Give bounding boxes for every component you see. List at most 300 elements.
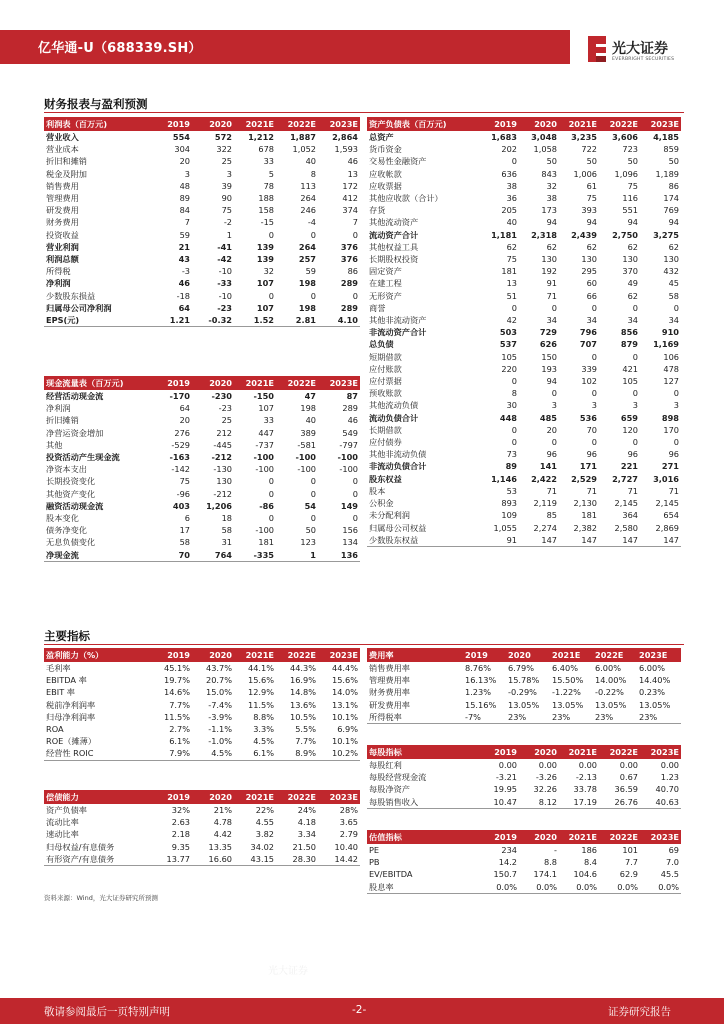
table-title: 费用率 bbox=[367, 648, 463, 662]
row-label: 长期投资变化 bbox=[46, 476, 96, 487]
table-row bbox=[44, 500, 360, 512]
cell-value: 0 bbox=[551, 388, 557, 399]
row-label: EPS(元) bbox=[44, 314, 150, 327]
cell-value: 1.52 bbox=[234, 314, 276, 327]
table-title: 偿债能力 bbox=[44, 790, 150, 804]
table-row bbox=[367, 412, 681, 424]
row-label: 归母权益/有息债务 bbox=[46, 841, 115, 852]
row-label: 应收票据 bbox=[369, 180, 402, 191]
cell-value: 50 bbox=[546, 156, 557, 167]
row-label: 每股红利 bbox=[369, 760, 402, 770]
cell-value: 46 bbox=[178, 278, 190, 289]
cell-value: 8 bbox=[310, 168, 316, 179]
cell-value: -100 bbox=[337, 452, 358, 463]
cell-value: 1,593 bbox=[334, 144, 358, 155]
cell-value: 13.05% bbox=[508, 699, 540, 710]
cell-value: 0 bbox=[511, 156, 517, 167]
table-row bbox=[44, 265, 360, 277]
cell-value: 25 bbox=[221, 156, 232, 167]
table-row bbox=[367, 844, 681, 856]
cell-value: -7% bbox=[463, 711, 506, 724]
row-label: 其他非流动资产 bbox=[369, 315, 427, 326]
cell-value: 3 bbox=[551, 400, 557, 411]
cell-value: 0 bbox=[591, 351, 597, 362]
cell-value: 8.8 bbox=[543, 857, 557, 868]
cell-value: 46 bbox=[347, 415, 358, 426]
table-row bbox=[367, 387, 681, 399]
cell-value: 15.6% bbox=[247, 675, 274, 686]
cell-value: 364 bbox=[622, 510, 638, 521]
row-label: 应付票据 bbox=[369, 376, 402, 387]
cell-value: -737 bbox=[255, 439, 274, 450]
cell-value: 2,145 bbox=[614, 498, 638, 509]
cell-value: -3.26 bbox=[535, 772, 557, 783]
cell-value: -15 bbox=[260, 217, 274, 228]
cell-value: 47 bbox=[304, 391, 316, 401]
cell-value: -163 bbox=[169, 452, 190, 463]
table-row bbox=[367, 375, 681, 387]
cell-value: 149 bbox=[340, 500, 358, 511]
cell-value: 0.00 bbox=[578, 760, 597, 770]
cell-value: 69 bbox=[668, 845, 679, 855]
cell-value: 22% bbox=[255, 805, 274, 815]
table-row bbox=[367, 229, 681, 241]
row-label: 净营运资金增加 bbox=[46, 427, 104, 438]
cell-value: 1,146 bbox=[491, 473, 517, 484]
cell-value: 43.15 bbox=[234, 853, 276, 866]
column-header-year: 2019 bbox=[150, 376, 192, 390]
cell-value: 6.40% bbox=[552, 663, 579, 673]
table-row bbox=[44, 488, 360, 500]
cell-value: 64 bbox=[179, 403, 190, 414]
cell-value: 0 bbox=[310, 229, 316, 240]
cell-value: 220 bbox=[501, 363, 517, 374]
cell-value: 448 bbox=[499, 412, 517, 423]
column-header-year: 2020 bbox=[519, 830, 559, 844]
cell-value: 6 bbox=[184, 513, 190, 524]
table-row bbox=[367, 460, 681, 472]
cell-value: 5.5% bbox=[295, 724, 316, 735]
cell-value: 192 bbox=[541, 266, 557, 277]
cell-value: 66 bbox=[586, 290, 597, 301]
cell-value: 172 bbox=[342, 180, 358, 191]
cell-value: 13.05% bbox=[595, 699, 627, 710]
cell-value: 134 bbox=[342, 537, 358, 548]
column-header-year: 2019 bbox=[479, 830, 519, 844]
row-label: 公积金 bbox=[369, 498, 394, 509]
cell-value: 3,275 bbox=[653, 229, 679, 240]
row-label: 研发费用率 bbox=[369, 699, 410, 710]
cell-value: 0.00 bbox=[538, 760, 557, 770]
column-header-year: 2021E bbox=[234, 648, 276, 662]
row-label: 交易性金融资产 bbox=[369, 156, 427, 167]
row-label: 所得税 bbox=[46, 266, 71, 277]
cell-value: 32 bbox=[546, 180, 557, 191]
row-label: 非流动资产合计 bbox=[369, 327, 427, 338]
cell-value: 130 bbox=[663, 254, 679, 265]
cell-value: 40 bbox=[305, 156, 316, 167]
cell-value: -96 bbox=[176, 488, 190, 499]
cell-value: 10.2% bbox=[318, 747, 360, 760]
table-row bbox=[44, 302, 360, 314]
cell-value: 50 bbox=[668, 156, 679, 167]
row-label: 股本变化 bbox=[46, 513, 79, 524]
column-header-year: 2021E bbox=[234, 790, 276, 804]
row-label: 流动比率 bbox=[46, 817, 79, 828]
cell-value: 62.9 bbox=[619, 869, 638, 880]
cell-value: 3 bbox=[184, 168, 190, 179]
cell-value: 96 bbox=[627, 449, 638, 460]
cell-value: 14.00% bbox=[595, 675, 627, 686]
section-title-financials: 财务报表与盈利预测 bbox=[44, 97, 148, 111]
row-label: 长期股权投资 bbox=[369, 254, 419, 265]
cell-value: 2.81 bbox=[276, 314, 318, 327]
column-header-year: 2019 bbox=[479, 117, 519, 131]
cell-value: -170 bbox=[169, 391, 190, 401]
column-header-year: 2020 bbox=[506, 648, 550, 662]
cell-value: 34.02 bbox=[250, 841, 274, 852]
cell-value: 170 bbox=[663, 424, 679, 435]
cell-value: 62 bbox=[627, 290, 638, 301]
cell-value: 20 bbox=[179, 156, 190, 167]
cell-value: 10.47 bbox=[479, 796, 519, 809]
table-row bbox=[367, 302, 681, 314]
cell-value: 8.8% bbox=[253, 711, 274, 722]
cell-value: -529 bbox=[171, 439, 190, 450]
cell-value: 17.19 bbox=[559, 796, 599, 809]
cell-value: 0.23% bbox=[639, 687, 666, 698]
table-row bbox=[367, 485, 681, 497]
solvency-table bbox=[44, 790, 360, 866]
table-row bbox=[367, 783, 681, 795]
cell-value: 15.6% bbox=[331, 675, 358, 686]
cell-value: 7 bbox=[184, 217, 190, 228]
cell-value: 0 bbox=[551, 302, 557, 313]
cell-value: 7.7 bbox=[624, 857, 638, 868]
table-header-row bbox=[44, 117, 360, 131]
cell-value: 6.00% bbox=[595, 663, 622, 673]
cell-value: 264 bbox=[300, 193, 316, 204]
row-label: 其他 bbox=[46, 439, 63, 450]
cell-value: 75 bbox=[506, 254, 517, 265]
logo-text-cn: 光大证券 bbox=[612, 41, 668, 57]
table-row bbox=[367, 351, 681, 363]
table-row bbox=[367, 338, 681, 350]
cell-value: 19.95 bbox=[493, 784, 517, 795]
footer-report-type: 证券研究报告 bbox=[608, 1006, 671, 1018]
row-label: 商誉 bbox=[369, 302, 386, 313]
cell-value: 86 bbox=[347, 266, 358, 277]
cell-value: 139 bbox=[256, 254, 274, 265]
row-label: 净利润 bbox=[46, 278, 71, 289]
cell-value: 94 bbox=[668, 217, 679, 228]
cell-value: 0 bbox=[511, 376, 517, 387]
cell-value: 8.4 bbox=[583, 857, 597, 868]
cell-value: 130 bbox=[622, 254, 638, 265]
table-row bbox=[367, 674, 681, 686]
cell-value: -100 bbox=[339, 464, 358, 475]
table-row bbox=[44, 699, 360, 711]
column-header-year: 2020 bbox=[192, 117, 234, 131]
table-header-row bbox=[367, 117, 681, 131]
table-title: 盈利能力（%） bbox=[44, 648, 150, 662]
cell-value: 39 bbox=[221, 180, 232, 191]
row-label: 无息负债变化 bbox=[46, 537, 96, 548]
cell-value: 127 bbox=[663, 376, 679, 387]
cell-value: 447 bbox=[258, 427, 274, 438]
row-label: 所得税率 bbox=[367, 711, 463, 724]
column-header-year: 2023E bbox=[318, 376, 360, 390]
row-label: 未分配利润 bbox=[369, 510, 410, 521]
header-title: 亿华通-U（688339.SH） bbox=[38, 41, 202, 56]
row-label: 应付账款 bbox=[369, 363, 402, 374]
row-label: 速动比率 bbox=[46, 829, 79, 840]
cell-value: 1,181 bbox=[491, 229, 517, 240]
cell-value: 150 bbox=[541, 351, 557, 362]
cell-value: 0 bbox=[310, 476, 316, 487]
cell-value: 85 bbox=[546, 510, 557, 521]
cell-value: 96 bbox=[586, 449, 597, 460]
section-divider bbox=[44, 644, 684, 645]
per-share-table bbox=[367, 745, 681, 809]
row-label: 净资本支出 bbox=[46, 464, 87, 475]
cell-value: 0 bbox=[310, 290, 316, 301]
cell-value: 40.63 bbox=[640, 796, 681, 809]
cell-value: 31 bbox=[221, 537, 232, 548]
cell-value: 21% bbox=[213, 805, 232, 815]
cell-value: 376 bbox=[340, 241, 358, 252]
cell-value: 2,130 bbox=[573, 498, 597, 509]
row-label: 归属母公司权益 bbox=[369, 522, 427, 533]
cell-value: -23 bbox=[217, 302, 232, 313]
cell-value: 193 bbox=[541, 363, 557, 374]
cell-value: 49 bbox=[627, 278, 638, 289]
cell-value: 6.1% bbox=[169, 736, 190, 747]
cell-value: 1 bbox=[276, 549, 318, 562]
row-label: 货币资金 bbox=[369, 144, 402, 155]
cell-value: 33.78 bbox=[573, 784, 597, 795]
table-row bbox=[44, 549, 360, 562]
table-row bbox=[367, 522, 681, 534]
footer-page-number: -2- bbox=[352, 1004, 367, 1016]
row-label: 经营活动现金流 bbox=[46, 391, 104, 401]
cell-value: 34 bbox=[546, 315, 557, 326]
cell-value: 123 bbox=[300, 537, 316, 548]
cell-value: 71 bbox=[668, 485, 679, 496]
cell-value: 0 bbox=[268, 290, 274, 301]
table-row bbox=[44, 168, 360, 180]
cell-value: -230 bbox=[211, 391, 232, 401]
column-header-year: 2023E bbox=[640, 745, 681, 759]
cell-value: 636 bbox=[501, 168, 517, 179]
cell-value: 84 bbox=[179, 205, 190, 216]
cell-value: 130 bbox=[581, 254, 597, 265]
cell-value: 2.7% bbox=[169, 724, 190, 735]
cell-value: 198 bbox=[298, 302, 316, 313]
table-row bbox=[367, 241, 681, 253]
cell-value: 3.3% bbox=[253, 724, 274, 735]
column-header-year: 2021E bbox=[234, 376, 276, 390]
cell-value: 551 bbox=[622, 205, 638, 216]
cell-value: 96 bbox=[668, 449, 679, 460]
cell-value: 0 bbox=[310, 488, 316, 499]
row-label: 应付债券 bbox=[369, 437, 402, 448]
cell-value: 158 bbox=[258, 205, 274, 216]
cell-value: 2,382 bbox=[573, 522, 597, 533]
table-row bbox=[367, 881, 681, 894]
section-title-indicators: 主要指标 bbox=[44, 629, 90, 643]
table-title: 资产负债表（百万元) bbox=[367, 117, 479, 131]
row-label: 其他流动资产 bbox=[369, 217, 419, 228]
cell-value: 54 bbox=[304, 500, 316, 511]
cell-value: 15.78% bbox=[508, 675, 540, 686]
cell-value: 276 bbox=[174, 427, 190, 438]
cell-value: 107 bbox=[256, 278, 274, 289]
table-row bbox=[367, 363, 681, 375]
table-row bbox=[44, 290, 360, 302]
cell-value: 60 bbox=[586, 278, 597, 289]
row-label: 管理费用 bbox=[46, 193, 79, 204]
table-row bbox=[44, 536, 360, 548]
table-row bbox=[44, 463, 360, 475]
table-row bbox=[367, 473, 681, 485]
cell-value: 1,096 bbox=[614, 168, 638, 179]
cell-value: -130 bbox=[213, 464, 232, 475]
column-header-year: 2021E bbox=[559, 745, 599, 759]
cell-value: 10.1% bbox=[331, 736, 358, 747]
cell-value: 12.9% bbox=[247, 687, 274, 698]
cell-value: 34 bbox=[668, 315, 679, 326]
table-row bbox=[44, 155, 360, 167]
column-header-year: 2022E bbox=[599, 117, 640, 131]
cell-value: 188 bbox=[258, 193, 274, 204]
cell-value: 16.9% bbox=[289, 675, 316, 686]
cell-value: 1.23% bbox=[465, 687, 492, 698]
header-bar bbox=[0, 30, 570, 64]
cell-value: 271 bbox=[661, 461, 679, 472]
table-row bbox=[44, 229, 360, 241]
cell-value: 1 bbox=[226, 229, 232, 240]
row-label: 在建工程 bbox=[369, 278, 402, 289]
cell-value: 339 bbox=[581, 363, 597, 374]
cell-value: 94 bbox=[627, 217, 638, 228]
cell-value: -7.4% bbox=[208, 699, 232, 710]
cell-value: 62 bbox=[668, 241, 679, 252]
cell-value: 536 bbox=[579, 412, 597, 423]
cell-value: 2.18 bbox=[171, 829, 190, 840]
row-label: 每股销售收入 bbox=[367, 796, 479, 809]
table-row bbox=[367, 534, 681, 547]
row-label: 经营性 ROIC bbox=[44, 747, 150, 760]
table-row bbox=[44, 427, 360, 439]
cell-value: 554 bbox=[172, 132, 190, 142]
table-row bbox=[44, 674, 360, 686]
column-header-year: 2020 bbox=[519, 117, 559, 131]
cell-value: 62 bbox=[586, 241, 597, 252]
column-header-year: 2019 bbox=[150, 648, 192, 662]
cell-value: 28.30 bbox=[276, 853, 318, 866]
cell-value: 50 bbox=[586, 156, 597, 167]
cell-value: 94 bbox=[586, 217, 597, 228]
cell-value: 202 bbox=[501, 144, 517, 155]
cell-value: -41 bbox=[217, 241, 232, 252]
table-row bbox=[44, 735, 360, 747]
table-row bbox=[44, 828, 360, 840]
cell-value: 1,169 bbox=[653, 339, 679, 350]
table-row bbox=[367, 216, 681, 228]
table-row bbox=[367, 180, 681, 192]
cell-value: 3.65 bbox=[339, 817, 358, 828]
cell-value: 205 bbox=[501, 205, 517, 216]
table-row bbox=[44, 253, 360, 265]
cell-value: 16.13% bbox=[465, 675, 497, 686]
cell-value: 71 bbox=[627, 485, 638, 496]
column-header-year: 2023E bbox=[640, 830, 681, 844]
cell-value: 86 bbox=[668, 180, 679, 191]
cell-value: 376 bbox=[340, 254, 358, 265]
cell-value: 23% bbox=[550, 711, 593, 724]
cell-value: 1,683 bbox=[491, 132, 517, 142]
table-row bbox=[44, 414, 360, 426]
cell-value: 45 bbox=[668, 278, 679, 289]
cell-value: 130 bbox=[541, 254, 557, 265]
table-row bbox=[44, 216, 360, 228]
cell-value: 234 bbox=[501, 845, 517, 855]
cell-value: 33 bbox=[263, 415, 274, 426]
cell-value: 389 bbox=[300, 427, 316, 438]
cell-value: 0.0% bbox=[640, 881, 681, 894]
table-title: 利润表（百万元) bbox=[44, 117, 150, 131]
cell-value: 32.26 bbox=[533, 784, 557, 795]
cell-value: 0 bbox=[632, 437, 638, 448]
cell-value: 18 bbox=[221, 513, 232, 524]
cell-value: 34 bbox=[627, 315, 638, 326]
cell-value: 796 bbox=[579, 327, 597, 338]
row-label: 少数股东权益 bbox=[367, 534, 479, 547]
cell-value: 4.5% bbox=[192, 747, 234, 760]
cell-value: 412 bbox=[342, 193, 358, 204]
cell-value: 96 bbox=[546, 449, 557, 460]
table-row bbox=[367, 326, 681, 338]
cell-value: -4 bbox=[307, 217, 316, 228]
cell-value: 3,606 bbox=[612, 132, 638, 142]
cell-value: -100 bbox=[255, 525, 274, 536]
cell-value: 147 bbox=[519, 534, 559, 547]
table-title: 每股指标 bbox=[367, 745, 479, 759]
row-label: 营业成本 bbox=[46, 144, 79, 155]
table-row bbox=[367, 143, 681, 155]
cell-value: 0.0% bbox=[519, 881, 559, 894]
cell-value: 14.2 bbox=[498, 857, 517, 868]
column-header-year: 2021E bbox=[550, 648, 593, 662]
row-label: 债务净变化 bbox=[46, 525, 87, 536]
cell-value: 91 bbox=[546, 278, 557, 289]
column-header-year: 2019 bbox=[150, 117, 192, 131]
cell-value: 14.6% bbox=[163, 687, 190, 698]
cell-value: 1.23 bbox=[660, 772, 679, 783]
row-label: 存货 bbox=[369, 205, 386, 216]
cell-value: 38 bbox=[506, 180, 517, 191]
row-label: EBIT 率 bbox=[46, 687, 75, 698]
cell-value: 44.4% bbox=[331, 663, 358, 673]
cell-value: 1.21 bbox=[150, 314, 192, 327]
table-row bbox=[367, 662, 681, 674]
cell-value: 304 bbox=[174, 144, 190, 155]
cell-value: 2,529 bbox=[571, 473, 597, 484]
row-label: 利润总额 bbox=[46, 254, 79, 265]
cell-value: 0 bbox=[673, 302, 679, 313]
cell-value: 0 bbox=[511, 424, 517, 435]
